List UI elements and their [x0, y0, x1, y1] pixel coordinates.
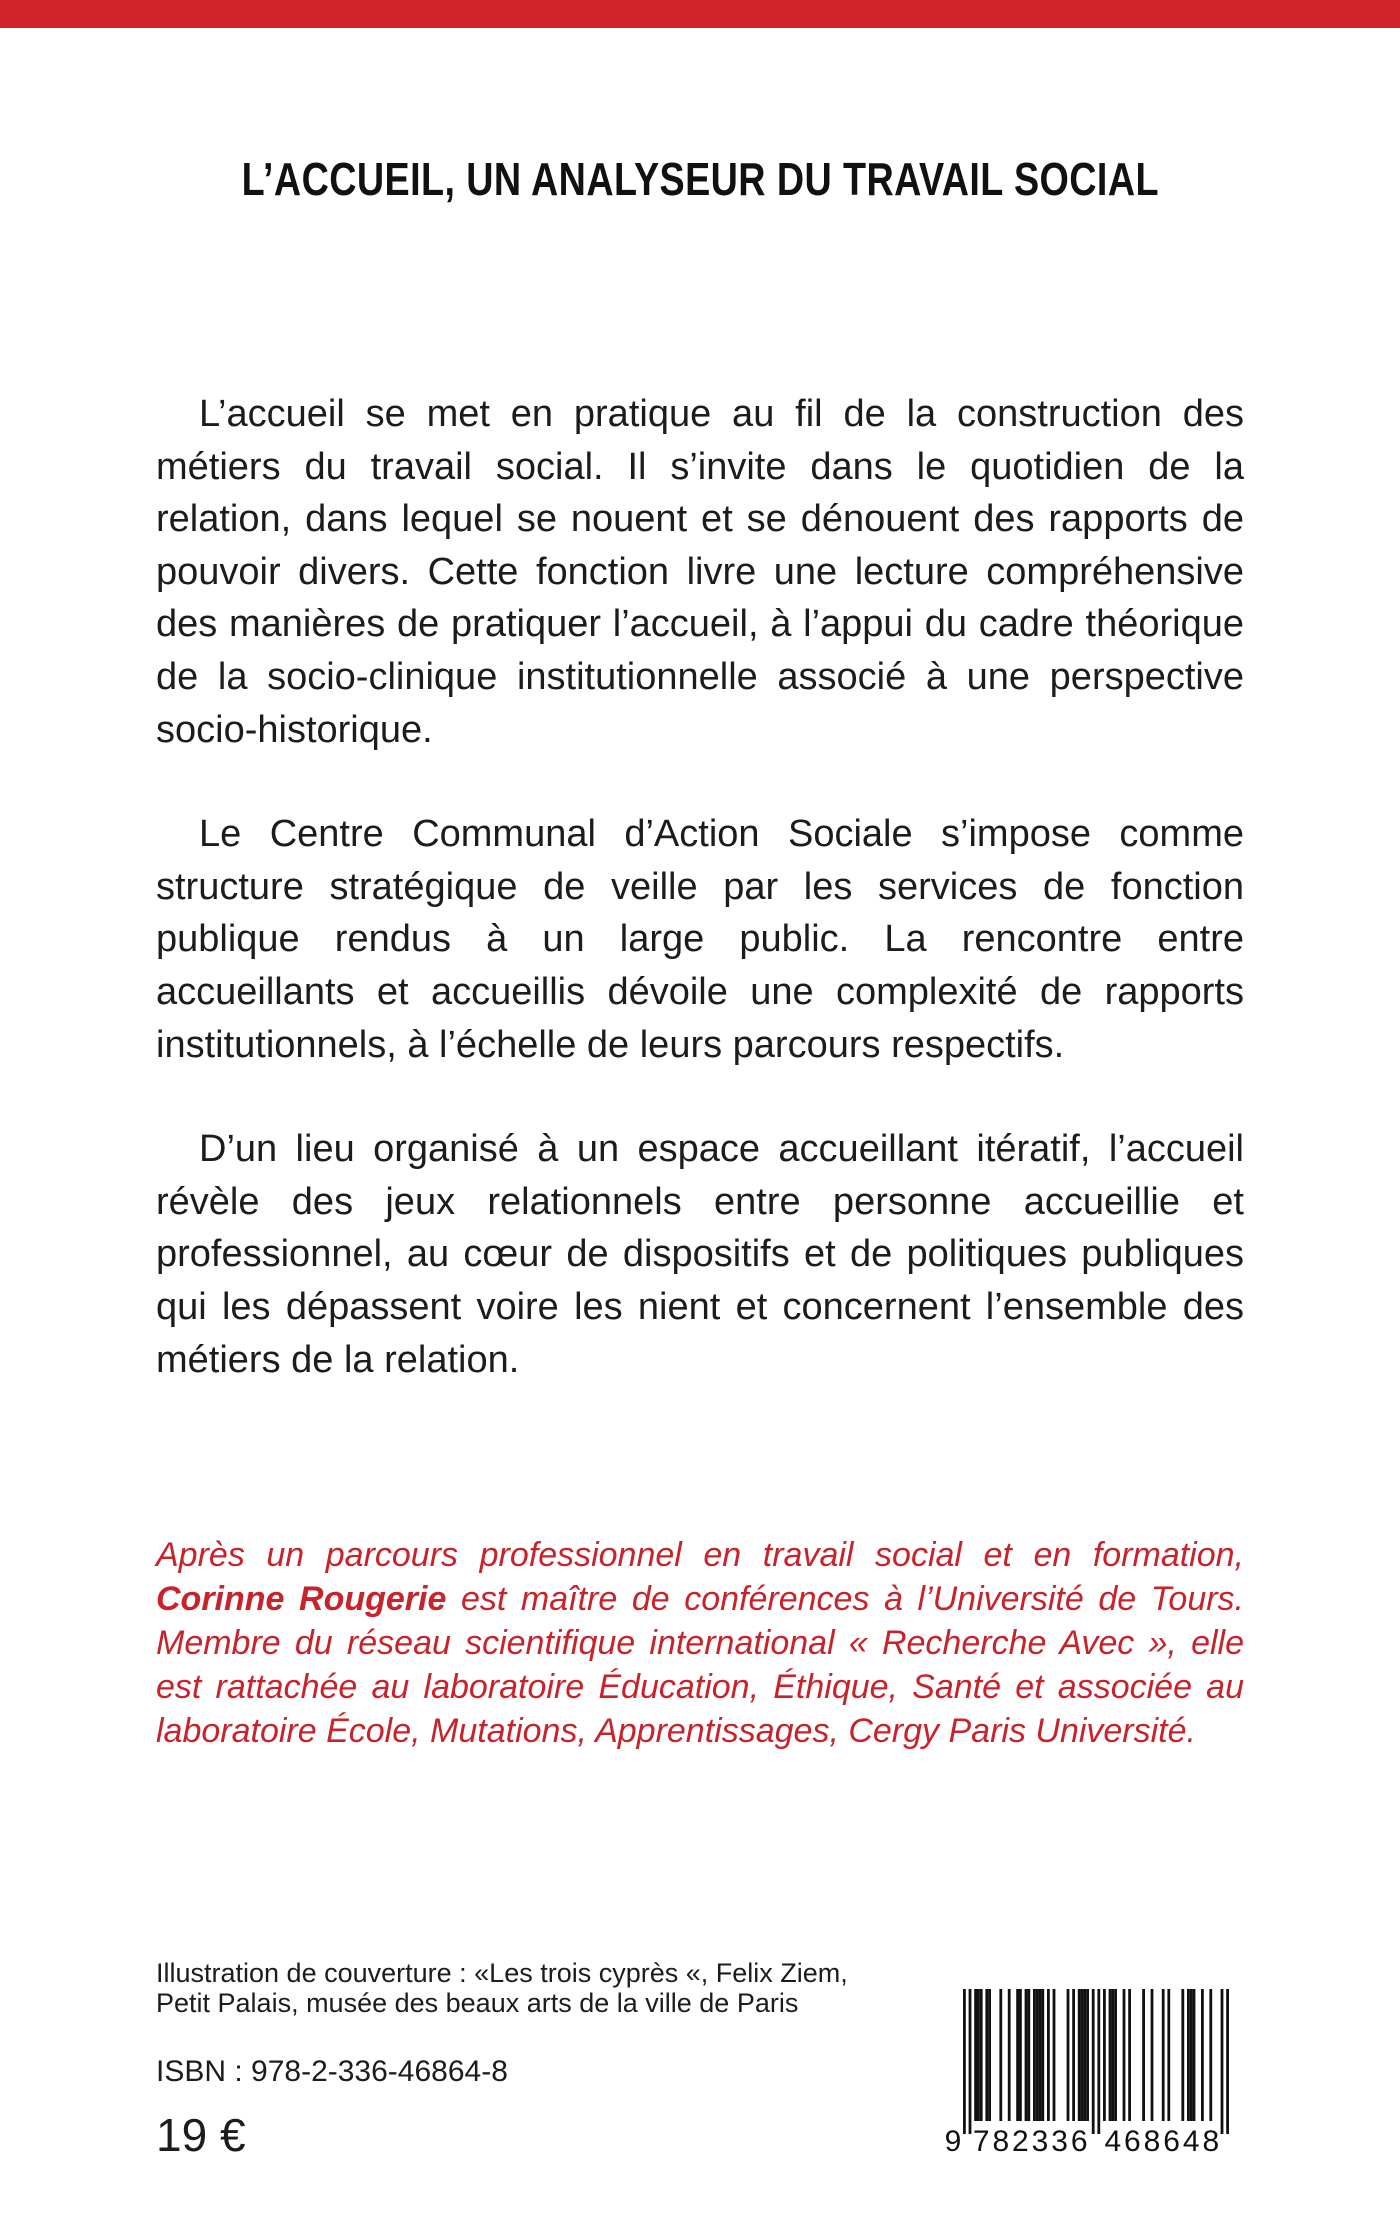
barcode-digit: 4 [1182, 2125, 1200, 2158]
barcode-bar [974, 1989, 977, 2121]
barcode-bar [969, 1989, 972, 2134]
credit-line: Petit Palais, musée des beaux arts de la ville de Paris [156, 1988, 799, 2018]
barcode-bar [1167, 1989, 1170, 2121]
barcode-bar [1033, 1989, 1036, 2121]
barcode-bar [1181, 1989, 1184, 2121]
barcode-digit: 8 [1202, 2125, 1220, 2158]
barcode-bar [1086, 1989, 1089, 2121]
barcode-bar [1083, 1989, 1086, 2121]
summary-paragraph: Le Centre Communal d’Action Sociale s’impose comme structure stratégique de veille par les services de fonction publique rendus à un large public. La rencontre entre accueillants et accueillis dévoile une complexité de rapports institutionnels, à l’échelle de leurs parcours respectifs. [156, 813, 1244, 1066]
barcode-bar [1123, 1989, 1126, 2121]
top-accent-bar [0, 0, 1400, 28]
barcode-bar [1128, 1989, 1131, 2121]
author-bio [156, 1533, 1244, 1753]
barcode-bar [1047, 1989, 1050, 2121]
isbn: ISBN : 978-2-336-46864-8 [156, 2055, 508, 2088]
barcode-digit: 8 [1143, 2125, 1161, 2158]
bio-rest: est maître de conférences à l’Université de Tours. Membre du réseau scientifique international « Recherche Avec », elle est rattachée au laboratoire Éducation, Éthique, Santé et associée au laboratoire École, Mutations, Apprentissages, Cergy Paris Université. [156, 1580, 1244, 1750]
barcode-digit: 6 [1070, 2125, 1088, 2158]
barcode-bar [1025, 1989, 1028, 2121]
barcode-bar [1019, 1989, 1022, 2121]
barcode-bar [1008, 1989, 1011, 2121]
barcode-digit: 6 [1163, 2125, 1180, 2158]
barcode-bar [999, 1989, 1002, 2121]
barcode-bar [1039, 1989, 1042, 2121]
barcode-bar [1067, 1989, 1070, 2121]
barcode-bar [1162, 1989, 1165, 2121]
barcode-bar [1097, 1989, 1100, 2134]
barcode-bar [1092, 1989, 1095, 2134]
barcode-bar [985, 1989, 988, 2121]
barcode-bar [1053, 1989, 1056, 2121]
barcode-bar [1226, 1989, 1229, 2134]
summary-text [156, 388, 1244, 1438]
barcode-bar [1221, 1989, 1224, 2134]
barcode-digit: 6 [1124, 2125, 1141, 2158]
barcode-bar [1201, 1989, 1204, 2121]
barcode-bar [1041, 1989, 1044, 2121]
barcode-bar [1036, 1989, 1039, 2121]
barcode-digit: 8 [992, 2125, 1010, 2158]
barcode-bar [963, 1989, 966, 2134]
price: 19 € [156, 2109, 246, 2161]
barcode-bar [988, 1989, 991, 2121]
barcode-digit: 7 [972, 2125, 990, 2158]
barcode-bar [1111, 1989, 1114, 2121]
barcode-bar [1103, 1989, 1106, 2121]
barcode-bar [1142, 1989, 1145, 2121]
barcode-bar [1016, 1989, 1019, 2121]
barcode-bar [1187, 1989, 1190, 2121]
barcode-bar [977, 1989, 980, 2121]
title-container [0, 152, 1400, 206]
barcode-bar [1209, 1989, 1212, 2121]
barcode-digit: 9 [945, 2125, 962, 2158]
credit-line: Illustration de couverture : «Les trois cyprès «, Felix Ziem, [156, 1958, 848, 1988]
barcode-bar [1027, 1989, 1030, 2121]
barcode-bar [1072, 1989, 1075, 2121]
author-name: Corinne Rougerie [156, 1580, 447, 1618]
barcode-digit: 2 [1012, 2125, 1029, 2158]
barcode-digit: 4 [1104, 2125, 1122, 2158]
barcode-digit: 3 [1031, 2125, 1049, 2158]
bio-intro: Après un parcours professionnel en travail social et en formation, [156, 1536, 1244, 1574]
illustration-credit [156, 1958, 936, 2018]
barcode-bar [1109, 1989, 1112, 2121]
barcode-bar [980, 1989, 983, 2121]
barcode-bar [1190, 1989, 1193, 2121]
barcode-digit: 3 [1051, 2125, 1068, 2158]
barcode-bar [1193, 1989, 1196, 2121]
barcode [945, 1985, 1245, 2165]
barcode-bar [1114, 1989, 1117, 2121]
summary-paragraph: L’accueil se met en pratique au fil de la construction des métiers du travail social. Il s’invite dans le quotidien de la relation, dans lequel se nouent et se dénouent des rapports de pouvoir divers. Cette fonction livre une lecture compréhensive des manières de pratiquer l’accueil, à l’appui du cadre théorique de la socio-clinique institutionnelle associé à une perspective socio-historique. [156, 393, 1244, 751]
book-title: L’ACCUEIL, UN ANALYSEUR DU TRAVAIL SOCIAL [241, 153, 1159, 205]
barcode-bar [1078, 1989, 1081, 2121]
barcode-bar [1151, 1989, 1154, 2121]
barcode-bar [1081, 1989, 1084, 2121]
summary-paragraph: D’un lieu organisé à un espace accueillant itératif, l’accueil révèle des jeux relationnels entre personne accueillie et professionnel, au cœur de dispositifs et de politiques publiques qui les dépassent voire les nient et concernent l’ensemble des métiers de la relation. [156, 1128, 1244, 1381]
